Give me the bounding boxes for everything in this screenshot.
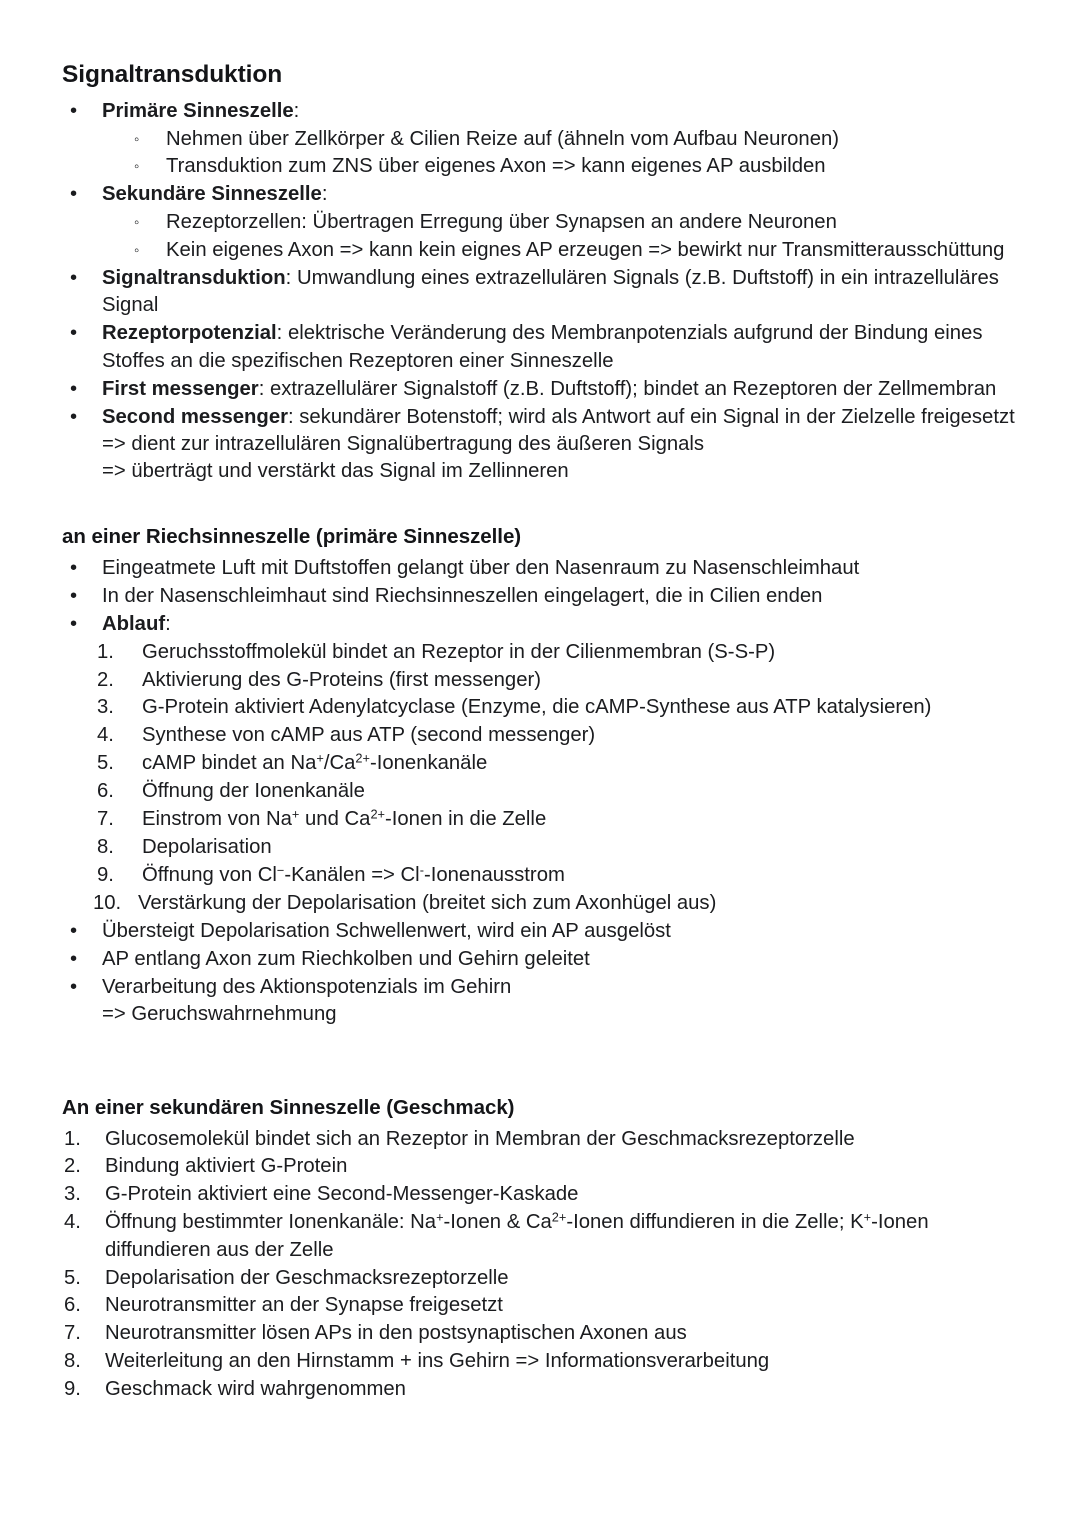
list-item-text	[102, 322, 982, 371]
numbered-step	[62, 1348, 1018, 1375]
step-text: Glucosemolekül bindet sich an Rezeptor in Membran der Geschmacksrezeptorzelle	[105, 1127, 855, 1150]
sub-list	[130, 126, 1018, 181]
step-number: 1.	[64, 1127, 81, 1150]
sub-list-item	[130, 153, 1018, 180]
numbered-step	[97, 750, 1018, 777]
term-definition: : extrazellulärer Signalstoff (z.B. Duftstoff); bindet an Rezeptoren der Zellmembran	[258, 377, 997, 400]
list-item-text	[102, 267, 999, 316]
term-label: Signaltransduktion	[102, 267, 286, 290]
step-number: 3.	[97, 696, 114, 719]
list-item-text: In der Nasenschleimhaut sind Riechsinneszellen eingelagert, die in Cilien enden	[102, 584, 823, 607]
term-label: Rezeptorpotenzial	[102, 322, 277, 345]
step-text: Verstärkung der Depolarisation (breitet sich zum Axonhügel aus)	[138, 891, 717, 914]
section-heading-olfactory: an einer Riechsinneszelle (primäre Sinneszelle)	[62, 525, 522, 549]
ablauf-label: Ablauf:	[102, 612, 171, 635]
step-text: Geschmack wird wahrgenommen	[105, 1378, 406, 1401]
step-text: Geruchsstoffmolekül bindet an Rezeptor in der Cilienmembran (S-S-P)	[142, 640, 776, 663]
step-text: G-Protein aktiviert Adenylatcyclase (Enzyme, die cAMP-Synthese aus ATP katalysieren)	[142, 696, 932, 719]
term-label: Second messenger	[102, 405, 288, 428]
step-text: G-Protein aktiviert eine Second-Messenger-Kaskade	[105, 1183, 579, 1206]
term-definition: :	[293, 99, 300, 122]
list-item	[62, 181, 1018, 208]
numbered-step	[93, 890, 1018, 917]
step-number: 1.	[97, 640, 114, 663]
term-definition: : sekundärer Botenstoff; wird als Antwort auf ein Signal in der Zielzelle freigesetzt	[288, 405, 1015, 428]
step-number: 2.	[64, 1155, 81, 1178]
list-item-text	[102, 406, 1015, 428]
numbered-step	[62, 1292, 1018, 1319]
bullet-circle-icon: ◦	[134, 130, 140, 148]
step-text: Weiterleitung an den Hirnstamm + ins Gehirn => Informationsverarbeitung	[105, 1350, 770, 1373]
numbered-step	[62, 1153, 1018, 1180]
numbered-step	[97, 667, 1018, 694]
olfactory-steps-list	[93, 639, 1018, 918]
sub-list-item	[130, 237, 1018, 264]
bullet-disc-icon: •	[70, 377, 78, 400]
numbered-step	[62, 1376, 1018, 1403]
step-text: Einstrom von Na+ und $Ca^{2+}$-Ionen in die Zelle	[142, 806, 547, 831]
step-text: Neurotransmitter lösen APs in den postsynaptischen Axonen aus	[105, 1322, 687, 1345]
list-item	[62, 265, 1018, 320]
continuation-line: => dient zur intrazellulären Signalübertragung des äußeren Signals	[102, 433, 705, 455]
step-text: cAMP bindet an $Na^+/Ca^{2+}$-Ionenkanäle	[142, 750, 488, 775]
list-item	[62, 98, 1018, 125]
numbered-step	[97, 639, 1018, 666]
list-item	[62, 320, 1018, 375]
bullet-disc-icon: •	[70, 919, 78, 942]
step-text: Depolarisation der Geschmacksrezeptorzelle	[105, 1266, 509, 1289]
list-item-text: Verarbeitung des Aktionspotenzials im Gehirn	[102, 975, 512, 998]
step-text: Aktivierung des G-Proteins (first messenger)	[142, 668, 541, 691]
continuation-line: => überträgt und verstärkt das Signal im Zellinneren	[102, 460, 569, 483]
bullet-circle-icon: ◦	[134, 242, 140, 260]
list-item	[62, 404, 1018, 486]
step-text: Synthese von cAMP aus ATP (second messenger)	[142, 724, 596, 747]
list-item-text: AP entlang Axon zum Riechkolben und Gehirn geleitet	[102, 947, 590, 970]
bullet-disc-icon: •	[70, 99, 78, 122]
step-text: Bindung aktiviert G-Protein	[105, 1155, 348, 1178]
step-text: Öffnung bestimmter Ionenkanäle: Na+-Ionen & $Ca^{2+}$-Ionen diffundieren in die Zelle; K+-Ionen diffundieren aus der Zelle	[105, 1209, 929, 1261]
olfactory-intro-bullets	[62, 555, 1018, 610]
list-item	[62, 376, 1018, 403]
list-item-text: Kein eigenes Axon => kann kein eignes AP erzeugen => bewirkt nur Transmitterausschüttung	[166, 239, 1005, 262]
numbered-step	[97, 834, 1018, 861]
step-number: 8.	[97, 836, 114, 859]
step-text: Neurotransmitter an der Synapse freigesetzt	[105, 1294, 503, 1317]
sub-list	[130, 209, 1018, 264]
bullet-disc-icon: •	[70, 322, 78, 345]
list-item-text: Übersteigt Depolarisation Schwellenwert, wird ein AP ausgelöst	[102, 919, 671, 942]
bullet-disc-icon: •	[70, 584, 78, 607]
step-number: 9.	[64, 1378, 81, 1401]
list-item	[62, 974, 1018, 1029]
olfactory-closing-bullets	[62, 918, 1018, 1029]
step-number: 5.	[64, 1266, 81, 1289]
bullet-disc-icon: •	[70, 947, 78, 970]
section-spacer-large	[62, 1029, 1018, 1095]
step-number: 7.	[97, 808, 114, 831]
step-number: 9.	[97, 863, 114, 886]
term-label: Primäre Sinneszelle	[102, 99, 294, 122]
step-number: 7.	[64, 1322, 81, 1345]
step-number: 6.	[97, 780, 114, 803]
term-definition: : Umwandlung eines extrazellulären Signals (z.B. Duftstoff) in ein intrazelluläres Signal	[102, 267, 999, 317]
step-number: 4.	[97, 724, 114, 747]
numbered-step	[97, 694, 1018, 721]
bullet-disc-icon: •	[70, 612, 78, 635]
numbered-step	[62, 1320, 1018, 1347]
term-definition: : elektrische Veränderung des Membranpotenzials aufgrund der Bindung eines Stoffes an die spezifischen Rezeptoren einer Sinneszelle	[102, 322, 983, 372]
numbered-step	[62, 1209, 1018, 1264]
numbered-step	[97, 806, 1018, 833]
list-item-text	[102, 378, 996, 400]
list-item	[62, 946, 1018, 973]
list-item	[62, 611, 1018, 638]
bullet-disc-icon: •	[70, 405, 78, 428]
section-heading-taste: An einer sekundären Sinneszelle (Geschmack)	[62, 1095, 515, 1119]
step-number: 2.	[97, 668, 114, 691]
step-text: Öffnung der Ionenkanäle	[142, 780, 365, 803]
numbered-step	[62, 1265, 1018, 1292]
bullet-circle-icon: ◦	[134, 214, 140, 232]
step-number: 4.	[64, 1211, 81, 1234]
definitions-list	[62, 98, 1018, 486]
numbered-step	[97, 778, 1018, 805]
sub-list-item	[130, 126, 1018, 153]
continuation-line: => Geruchswahrnehmung	[102, 1002, 337, 1025]
step-text: Depolarisation	[142, 836, 272, 859]
bullet-disc-icon: •	[70, 267, 78, 290]
list-item	[62, 583, 1018, 610]
list-item	[62, 918, 1018, 945]
numbered-step	[62, 1181, 1018, 1208]
list-item	[62, 555, 1018, 582]
sub-list-item	[130, 209, 1018, 236]
step-number: 5.	[97, 752, 114, 775]
numbered-step	[97, 722, 1018, 749]
term-label: First messenger	[102, 377, 259, 400]
taste-steps-list	[62, 1126, 1018, 1404]
ablauf-bullet	[62, 611, 1018, 638]
list-item-text: Nehmen über Zellkörper & Cilien Reize auf (ähneln vom Aufbau Neuronen)	[166, 127, 840, 150]
bullet-circle-icon: ◦	[134, 158, 140, 176]
step-number: 8.	[64, 1350, 81, 1373]
step-number: 6.	[64, 1294, 81, 1317]
list-item-text	[102, 183, 327, 205]
section-spacer	[62, 486, 1018, 524]
step-text: Öffnung von Cl−-Kanälen => Cl--Ionenausstrom	[142, 862, 565, 886]
page-title: Signaltransduktion	[62, 61, 283, 88]
term-label: Sekundäre Sinneszelle	[102, 183, 322, 206]
list-item-text	[102, 100, 299, 122]
list-item-text: Eingeatmete Luft mit Duftstoffen gelangt über den Nasenraum zu Nasenschleimhaut	[102, 556, 860, 579]
step-number: 3.	[64, 1183, 81, 1206]
term-definition: :	[321, 183, 328, 206]
bullet-disc-icon: •	[70, 556, 78, 579]
numbered-step	[97, 862, 1018, 889]
list-item-text: Transduktion zum ZNS über eigenes Axon => kann eigenes AP ausbilden	[166, 155, 826, 178]
bullet-disc-icon: •	[70, 975, 78, 998]
bullet-disc-icon: •	[70, 183, 78, 206]
list-item-text: Rezeptorzellen: Übertragen Erregung über Synapsen an andere Neuronen	[166, 211, 837, 234]
step-number: 10.	[93, 891, 122, 914]
numbered-step	[62, 1126, 1018, 1153]
